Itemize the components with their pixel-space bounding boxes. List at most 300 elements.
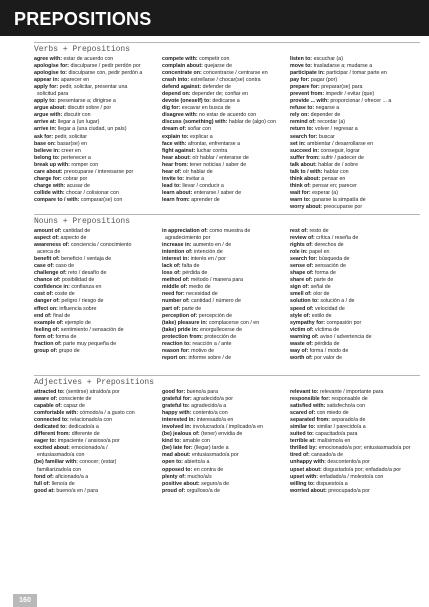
- entry-term: connected to:: [34, 417, 69, 424]
- entry-term: speed of:: [290, 305, 314, 312]
- entry-translation: entusiasmado/a por: [192, 452, 239, 459]
- entry-term: refuse to:: [290, 105, 315, 112]
- entry-term: rely on:: [290, 112, 310, 119]
- entry-translation: por valor de: [314, 354, 343, 361]
- entry-term: case of:: [34, 263, 55, 270]
- glossary-entry: [290, 403, 418, 410]
- entry-term: appear in:: [34, 77, 60, 84]
- entry-translation: compasión por: [326, 319, 362, 326]
- entry-translation: agradecido/a por: [193, 396, 233, 403]
- glossary-entry: [34, 291, 162, 298]
- entry-translation: capacitado/a para: [315, 431, 358, 438]
- glossary-entry: [290, 183, 418, 190]
- glossary-entry: [290, 355, 418, 362]
- entry-term: kind to:: [162, 438, 182, 445]
- glossary-entry: [290, 169, 418, 176]
- entry-translation: explicar a: [189, 133, 213, 140]
- section-nouns-prepositions: [34, 214, 420, 362]
- entry-translation: peligro / riesgo de: [61, 298, 104, 305]
- entry-term: sympathy for:: [290, 319, 326, 326]
- glossary-entry: [162, 176, 290, 183]
- entry-translation: disgustado/a por; enfadado/a por: [323, 466, 402, 473]
- glossary-entry: [290, 176, 418, 183]
- entry-translation: reto / desafío de: [68, 270, 107, 277]
- entry-translation: orgulloso/a de: [186, 487, 221, 494]
- entry-term: group of:: [34, 347, 58, 354]
- entry-term: sense of:: [290, 263, 314, 270]
- entry-translation: presentarse a; dirigirse a: [57, 98, 116, 105]
- glossary-entry: [290, 410, 418, 417]
- section-adjectives-prepositions: [34, 375, 420, 495]
- entry-term: (be) late for:: [162, 445, 193, 452]
- entry-term: argue with:: [34, 112, 63, 119]
- glossary-entry: [162, 306, 290, 313]
- glossary-entry: [290, 438, 418, 445]
- entry-term: challenge of:: [34, 270, 67, 277]
- entry-translation: aumento en / de: [192, 242, 232, 249]
- glossary-entry: [290, 341, 418, 348]
- entry-term: different from:: [34, 431, 71, 438]
- entry-translation: olor de: [313, 291, 330, 298]
- entry-term: warn to:: [290, 196, 311, 203]
- entry-term: excited about:: [34, 445, 70, 452]
- entry-term: search for:: [290, 133, 318, 140]
- glossary-entry: [290, 424, 418, 431]
- glossary-entry: [34, 190, 162, 197]
- entry-translation: discutir con: [63, 112, 91, 119]
- entry-term: apply for:: [34, 84, 59, 91]
- entry-term: listen to:: [290, 56, 313, 62]
- glossary-entry: [162, 162, 290, 169]
- entry-term: hear from:: [162, 161, 189, 168]
- entry-term: reason for:: [162, 347, 190, 354]
- entry-translation: afrontar, enfrentarse a: [187, 140, 241, 147]
- entry-column: [162, 56, 290, 211]
- entry-translation: influencia sobre: [59, 305, 97, 312]
- entry-term: part of:: [162, 305, 181, 312]
- entry-term: care about:: [34, 168, 63, 175]
- entry-term: interested in:: [162, 417, 196, 424]
- glossary-entry: [162, 242, 290, 249]
- glossary-entry: [34, 91, 162, 98]
- glossary-entry: [290, 112, 418, 119]
- glossary-entry: [162, 467, 290, 474]
- glossary-entry: [290, 445, 418, 452]
- entry-translation: separado/a de: [331, 417, 366, 424]
- entry-term: grateful for:: [162, 396, 192, 403]
- entry-column: [162, 228, 290, 362]
- entry-translation: contento/a con: [192, 410, 228, 417]
- glossary-entry: [162, 403, 290, 410]
- glossary-entry: [34, 148, 162, 155]
- glossary-entry: [34, 256, 162, 263]
- entry-term: learn from:: [162, 196, 190, 203]
- glossary-entry: [162, 488, 290, 495]
- glossary-entry: [34, 134, 162, 141]
- entry-translation: excavar en busca de: [181, 105, 231, 112]
- entry-translation: (tener) envidia de: [201, 431, 243, 438]
- glossary-entry: [34, 112, 162, 119]
- entry-term: end of:: [34, 312, 52, 319]
- glossary-entry: [290, 91, 418, 98]
- entry-translation: derechos de: [314, 242, 344, 249]
- entry-term: open to:: [162, 459, 183, 466]
- entry-term: smell of:: [290, 291, 312, 298]
- glossary-entry: [34, 341, 162, 348]
- glossary-entry: [290, 348, 418, 355]
- entry-term: agree with:: [34, 56, 62, 62]
- entry-term: role in:: [290, 249, 308, 256]
- section-columns: [34, 56, 420, 211]
- glossary-entry: [34, 77, 162, 84]
- glossary-entry: [34, 176, 162, 183]
- entry-term: compare to / with:: [34, 196, 80, 203]
- glossary-entry: [34, 410, 162, 417]
- entry-term: upset about:: [290, 466, 322, 473]
- entry-term: hear of:: [162, 168, 182, 175]
- entry-term: report on:: [162, 354, 188, 361]
- entry-translation: relevante / importante para: [320, 389, 384, 395]
- glossary-entry: [290, 228, 418, 235]
- entry-translation: oír hablar de: [182, 168, 213, 175]
- glossary-entry: [162, 481, 290, 488]
- glossary-entry: [162, 389, 290, 396]
- page-number-tab: [13, 594, 37, 607]
- entry-column: [290, 56, 418, 211]
- entry-term: disagree with:: [162, 112, 198, 119]
- entry-term: defend against:: [162, 84, 202, 91]
- entry-translation: abierto/a a: [184, 459, 210, 466]
- entry-translation: dedicado/a a: [68, 424, 99, 431]
- entry-term: (be) familiar with:: [34, 459, 78, 466]
- entry-term: believe in:: [34, 147, 60, 154]
- entry-term: protection from:: [162, 333, 203, 340]
- glossary-entry: [162, 410, 290, 417]
- entry-translation: pagar (por): [310, 77, 338, 84]
- entry-term: increase in:: [162, 242, 192, 249]
- entry-translation: trasladarse a; mudarse a: [313, 63, 373, 70]
- entry-term: reaction to:: [162, 340, 191, 347]
- entry-term: victim of:: [290, 326, 314, 333]
- entry-column: [34, 389, 162, 495]
- glossary-entry: [162, 126, 290, 133]
- entry-translation: parte de: [313, 277, 334, 284]
- glossary-entry: [290, 474, 418, 481]
- entry-translation: capaz de: [63, 403, 85, 410]
- entry-translation: velocidad de: [315, 305, 345, 312]
- glossary-entry: [34, 306, 162, 313]
- glossary-entry: [162, 228, 290, 235]
- glossary-entry: [162, 183, 290, 190]
- entry-translation: estar de acuerdo con: [63, 56, 114, 62]
- entry-column: [290, 228, 418, 362]
- entry-term: apply to:: [34, 98, 57, 105]
- entry-translation: familiarizado/a con: [37, 466, 82, 473]
- entry-term: tired of:: [290, 452, 310, 459]
- entry-term: confidence in:: [34, 284, 70, 291]
- entry-term: unhappy with:: [290, 459, 326, 466]
- glossary-entry: [34, 459, 162, 466]
- glossary-entry: [162, 141, 290, 148]
- entry-term: intention of:: [162, 249, 193, 256]
- entry-term: compete with:: [162, 56, 198, 62]
- glossary-entry: [34, 327, 162, 334]
- entry-translation: pedir, solicitar, presentar una: [59, 84, 128, 91]
- entry-term: suited to:: [290, 431, 314, 438]
- entry-term: learn about:: [162, 189, 193, 196]
- entry-translation: aviso / advertencia de: [320, 333, 372, 340]
- entry-term: pay for:: [290, 77, 310, 84]
- entry-term: solution to:: [290, 298, 319, 305]
- glossary-entry: [162, 327, 290, 334]
- entry-term: plenty of:: [162, 473, 186, 480]
- glossary-entry: [162, 424, 290, 431]
- entry-term: proud of:: [162, 487, 186, 494]
- entry-translation: ambientar / desarrollarse en: [307, 140, 374, 147]
- entry-translation: estilo de: [311, 312, 332, 319]
- entry-term: capable of:: [34, 403, 62, 410]
- entry-translation: interesado/a en: [196, 417, 234, 424]
- glossary-entry: [34, 467, 162, 474]
- entry-term: attracted to:: [34, 389, 65, 395]
- glossary-entry: [162, 396, 290, 403]
- glossary-entry: [34, 389, 162, 396]
- entry-term: (take) pride in:: [162, 326, 199, 333]
- entry-translation: coste de: [54, 291, 75, 298]
- entry-term: willing to:: [290, 480, 315, 487]
- entry-term: loss of:: [162, 270, 181, 277]
- glossary-entry: [34, 313, 162, 320]
- page-number: 160: [19, 597, 31, 604]
- entry-term: talk about:: [290, 161, 317, 168]
- entry-term: number of:: [162, 298, 190, 305]
- entry-term: worried about:: [290, 487, 327, 494]
- glossary-entry: [162, 277, 290, 284]
- entry-term: interest in:: [162, 256, 190, 263]
- glossary-entry: [290, 204, 418, 211]
- entry-translation: preocupado/a por: [328, 487, 370, 494]
- glossary-entry: [162, 91, 290, 98]
- glossary-entry: [290, 277, 418, 284]
- glossary-entry: [162, 77, 290, 84]
- entry-translation: bueno/a para: [186, 389, 218, 395]
- glossary-entry: [162, 98, 290, 105]
- glossary-entry: [290, 148, 418, 155]
- glossary-entry: [290, 249, 418, 256]
- entry-column: [34, 56, 162, 211]
- glossary-entry: [162, 445, 290, 452]
- entry-translation: basar(se) en: [57, 140, 88, 147]
- entry-translation: (llegar) tarde a: [194, 445, 229, 452]
- entry-translation: acusar de: [66, 182, 90, 189]
- glossary-entry: [162, 270, 290, 277]
- entry-translation: grupo de: [58, 347, 80, 354]
- entry-term: rights of:: [290, 242, 313, 249]
- entry-translation: pedir, solicitar: [54, 133, 88, 140]
- entry-translation: entusiasmado/a con: [37, 452, 85, 459]
- entry-translation: emocionado/a /: [71, 445, 108, 452]
- entry-term: lack of:: [162, 263, 181, 270]
- glossary-entry: [34, 403, 162, 410]
- entry-term: set in:: [290, 140, 306, 147]
- entry-translation: sentimiento / sensación de: [60, 326, 124, 333]
- entry-term: happy with:: [162, 410, 192, 417]
- entry-column: [34, 228, 162, 362]
- glossary-entry: [290, 70, 418, 77]
- entry-translation: enterarse / saber de: [193, 189, 242, 196]
- glossary-entry: [34, 63, 162, 70]
- entry-translation: conocer; (estar): [79, 459, 117, 466]
- entry-term: example of:: [34, 319, 64, 326]
- entry-term: lead to:: [162, 182, 181, 189]
- entry-term: prevent from:: [290, 91, 325, 98]
- glossary-entry: [290, 263, 418, 270]
- entry-translation: pensar en: [321, 175, 346, 182]
- glossary-entry: [290, 56, 418, 63]
- entry-translation: buscar: [318, 133, 335, 140]
- entry-term: grateful to:: [162, 403, 190, 410]
- entry-translation: mucho/a/s: [187, 473, 212, 480]
- entry-term: wait for:: [290, 189, 311, 196]
- glossary-entry: [162, 452, 290, 459]
- entry-translation: romper con: [71, 161, 99, 168]
- entry-term: separated from:: [290, 417, 331, 424]
- entry-term: charge for:: [34, 175, 62, 182]
- entry-translation: recordar (a): [317, 119, 346, 126]
- entry-translation: bueno/a en / para: [56, 487, 98, 494]
- section-columns: [34, 228, 420, 362]
- glossary-entry: [162, 334, 290, 341]
- glossary-entry: [290, 389, 418, 396]
- entry-term: awareness of:: [34, 242, 70, 249]
- entry-term: scared of:: [290, 410, 316, 417]
- entry-term: middle of:: [162, 284, 188, 291]
- entry-translation: emocionado/a por; entusiasmado/a por: [318, 445, 411, 452]
- entry-translation: protección de: [204, 333, 237, 340]
- glossary-entry: [290, 105, 418, 112]
- glossary-entry: [162, 355, 290, 362]
- glossary-entry: [34, 452, 162, 459]
- entry-translation: señal de: [310, 284, 331, 291]
- entry-translation: víctima de: [315, 326, 340, 333]
- glossary-entry: [162, 459, 290, 466]
- entry-translation: enfadado/a / molesto/a con: [319, 473, 384, 480]
- glossary-entry: [34, 98, 162, 105]
- entry-translation: dispuesto/a a: [316, 480, 348, 487]
- entry-translation: aparecer en: [60, 77, 90, 84]
- entry-translation: cansado/a de: [311, 452, 344, 459]
- entry-translation: disculparse con, pedir perdón a: [68, 70, 143, 77]
- entry-term: cost of:: [34, 291, 54, 298]
- entry-term: aspect of:: [34, 235, 60, 242]
- entry-term: waste of:: [290, 340, 313, 347]
- entry-term: depend on:: [162, 91, 191, 98]
- entry-translation: hablar de (algo) con: [228, 119, 276, 126]
- entry-translation: complacerse con / en: [208, 319, 260, 326]
- entry-translation: discutir sobre / por: [67, 105, 112, 112]
- glossary-entry: [34, 438, 162, 445]
- entry-translation: cómodo/a / a gusto con: [79, 410, 135, 417]
- entry-term: full of:: [34, 480, 51, 487]
- entry-translation: confianza en: [71, 284, 102, 291]
- glossary-entry: [162, 284, 290, 291]
- entry-term: terrible at:: [290, 438, 316, 445]
- glossary-entry: [290, 235, 418, 242]
- glossary-entry: [162, 263, 290, 270]
- entry-translation: reacción a / ante: [192, 340, 232, 347]
- entry-translation: solución a / de: [320, 298, 355, 305]
- glossary-entry: [290, 284, 418, 291]
- glossary-entry: [34, 141, 162, 148]
- glossary-entry: [162, 298, 290, 305]
- glossary-entry: [162, 474, 290, 481]
- entry-term: belong to:: [34, 154, 60, 161]
- entry-translation: interés en / por: [190, 256, 226, 263]
- entry-term: fight against:: [162, 147, 196, 154]
- glossary-entry: [290, 98, 418, 105]
- entry-term: provide ... with:: [290, 98, 329, 105]
- entry-translation: esperar (a): [312, 189, 338, 196]
- glossary-entry: [290, 327, 418, 334]
- entry-translation: pensar en; parecer: [312, 182, 357, 189]
- entry-translation: motivo de: [191, 347, 215, 354]
- entry-term: comfortable with:: [34, 410, 79, 417]
- entry-term: think about:: [290, 175, 321, 182]
- glossary-entry: [34, 417, 162, 424]
- entry-translation: conseguir, lograr: [320, 147, 360, 154]
- entry-translation: diferente de: [71, 431, 100, 438]
- entry-translation: responsable de: [331, 396, 368, 403]
- entry-term: complain about:: [162, 63, 203, 70]
- entry-term: sign of:: [290, 284, 310, 291]
- glossary-entry: [290, 313, 418, 320]
- entry-translation: chocar / colisionar con: [66, 189, 119, 196]
- entry-term: way of:: [290, 347, 309, 354]
- glossary-entry: [290, 242, 418, 249]
- entry-term: shape of:: [290, 270, 314, 277]
- entry-term: ask for:: [34, 133, 54, 140]
- glossary-entry: [162, 249, 290, 256]
- entry-translation: cantidad / número de: [191, 298, 241, 305]
- entry-term: effect on:: [34, 305, 58, 312]
- glossary-entry: [290, 119, 418, 126]
- entry-term: base on:: [34, 140, 56, 147]
- entry-term: (take) pleasure in:: [162, 319, 208, 326]
- entry-translation: pertenecer a: [61, 154, 91, 161]
- entry-translation: ejemplo de: [64, 319, 91, 326]
- glossary-entry: [162, 438, 290, 445]
- glossary-entry: [290, 467, 418, 474]
- entry-translation: preocuparse / interesarse por: [64, 168, 134, 175]
- glossary-entry: [290, 77, 418, 84]
- entry-translation: búsqueda de: [318, 256, 350, 263]
- entry-translation: conciencia / conocimiento: [70, 242, 132, 249]
- entry-term: perception of:: [162, 312, 198, 319]
- entry-translation: (sentirse) atraído/a por: [66, 389, 120, 395]
- glossary-entry: [34, 242, 162, 249]
- entry-translation: invitar a: [185, 175, 205, 182]
- glossary-entry: [34, 431, 162, 438]
- entry-translation: comparar(se) con: [80, 196, 123, 203]
- entry-translation: participar / tomar parte en: [326, 70, 387, 77]
- glossary-entry: [162, 169, 290, 176]
- entry-translation: similar / parecido/a a: [316, 424, 366, 431]
- entry-translation: soñar con: [187, 126, 211, 133]
- entry-term: invite to:: [162, 175, 185, 182]
- entry-translation: papel en: [309, 249, 330, 256]
- entry-column: [162, 389, 290, 495]
- glossary-entry: [290, 155, 418, 162]
